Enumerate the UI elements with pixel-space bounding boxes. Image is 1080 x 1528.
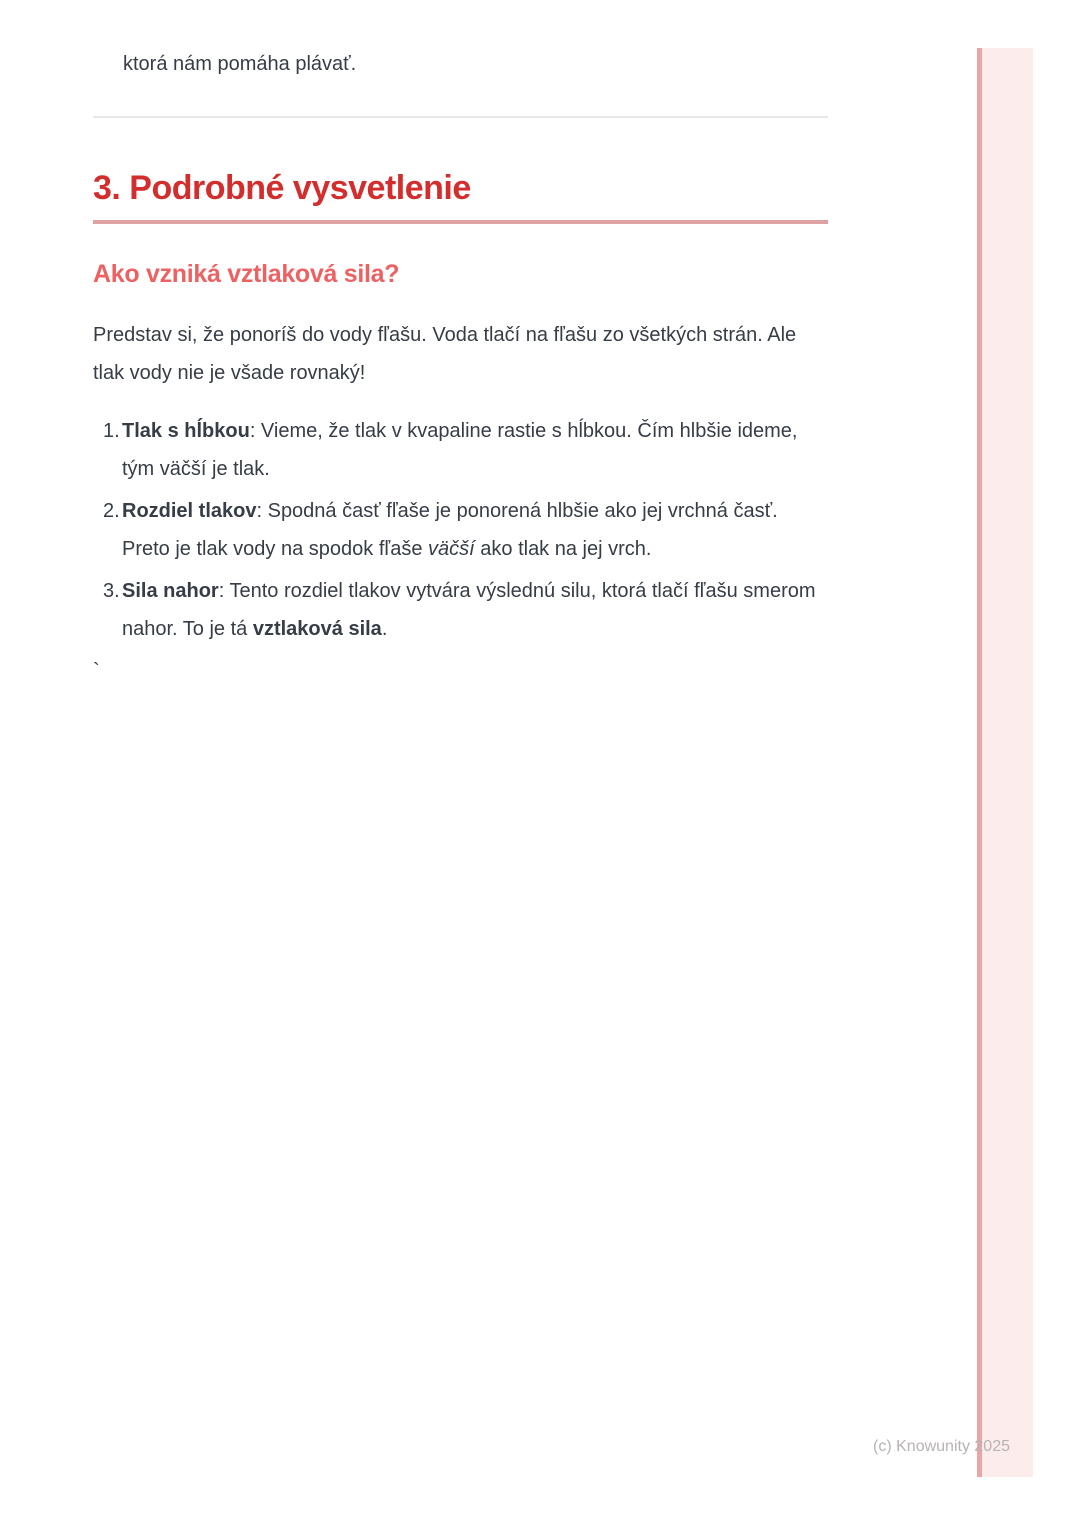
list-item-body: . [381,618,388,640]
list-item-term: Tlak s hĺbkou [122,420,250,442]
list-item-number: 2. [103,500,120,522]
list-item-bold-phrase: vztlaková sila [252,618,382,640]
list-item [93,492,828,568]
list-item-body: : Spodná časť fľaše je ponorená hlbšie ako jej vrchná časť. Preto je tlak vody na spodok fľaše [122,500,778,560]
list-item-number: 3. [103,580,120,602]
list-item-text [122,492,828,568]
list-item [93,572,828,648]
list-item-number: 1. [103,420,120,442]
numbered-list [93,412,828,648]
list-item-term: Sila nahor [122,580,219,602]
list-item-body: : Vieme, že tlak v kvapaline rastie s hĺbkou. Čím hlbšie ideme, tým väčší je tlak. [122,420,798,480]
list-item-body: : Tento rozdiel tlakov vytvára výslednú silu, ktorá tlačí fľašu smerom nahor. To je tá [122,580,816,640]
document-content [93,50,828,690]
copyright-footer: (c) Knowunity 2025 [873,1438,1010,1455]
section-heading: 3. Podrobné vysvetlenie [93,169,471,207]
list-item-term: Rozdiel tlakov [122,500,257,522]
section-divider [93,116,828,118]
stray-character: ` [93,660,100,682]
intro-paragraph: Predstav si, že ponoríš do vody fľašu. Voda tlačí na fľašu zo všetkých strán. Ale tlak vody nie je všade rovnaký! [93,324,797,384]
list-item-text [122,412,828,488]
list-item-body: ako tlak na jej vrch. [474,538,652,560]
heading-underline [93,220,828,224]
sidebar-pink-strip [982,48,1033,1477]
list-item [93,412,828,488]
list-item-text [122,572,828,648]
subheading: Ako vzniká vztlaková sila? [93,260,400,288]
continuation-text: ktorá nám pomáha plávať. [123,53,357,75]
list-item-italic-word: väčší [428,538,475,560]
